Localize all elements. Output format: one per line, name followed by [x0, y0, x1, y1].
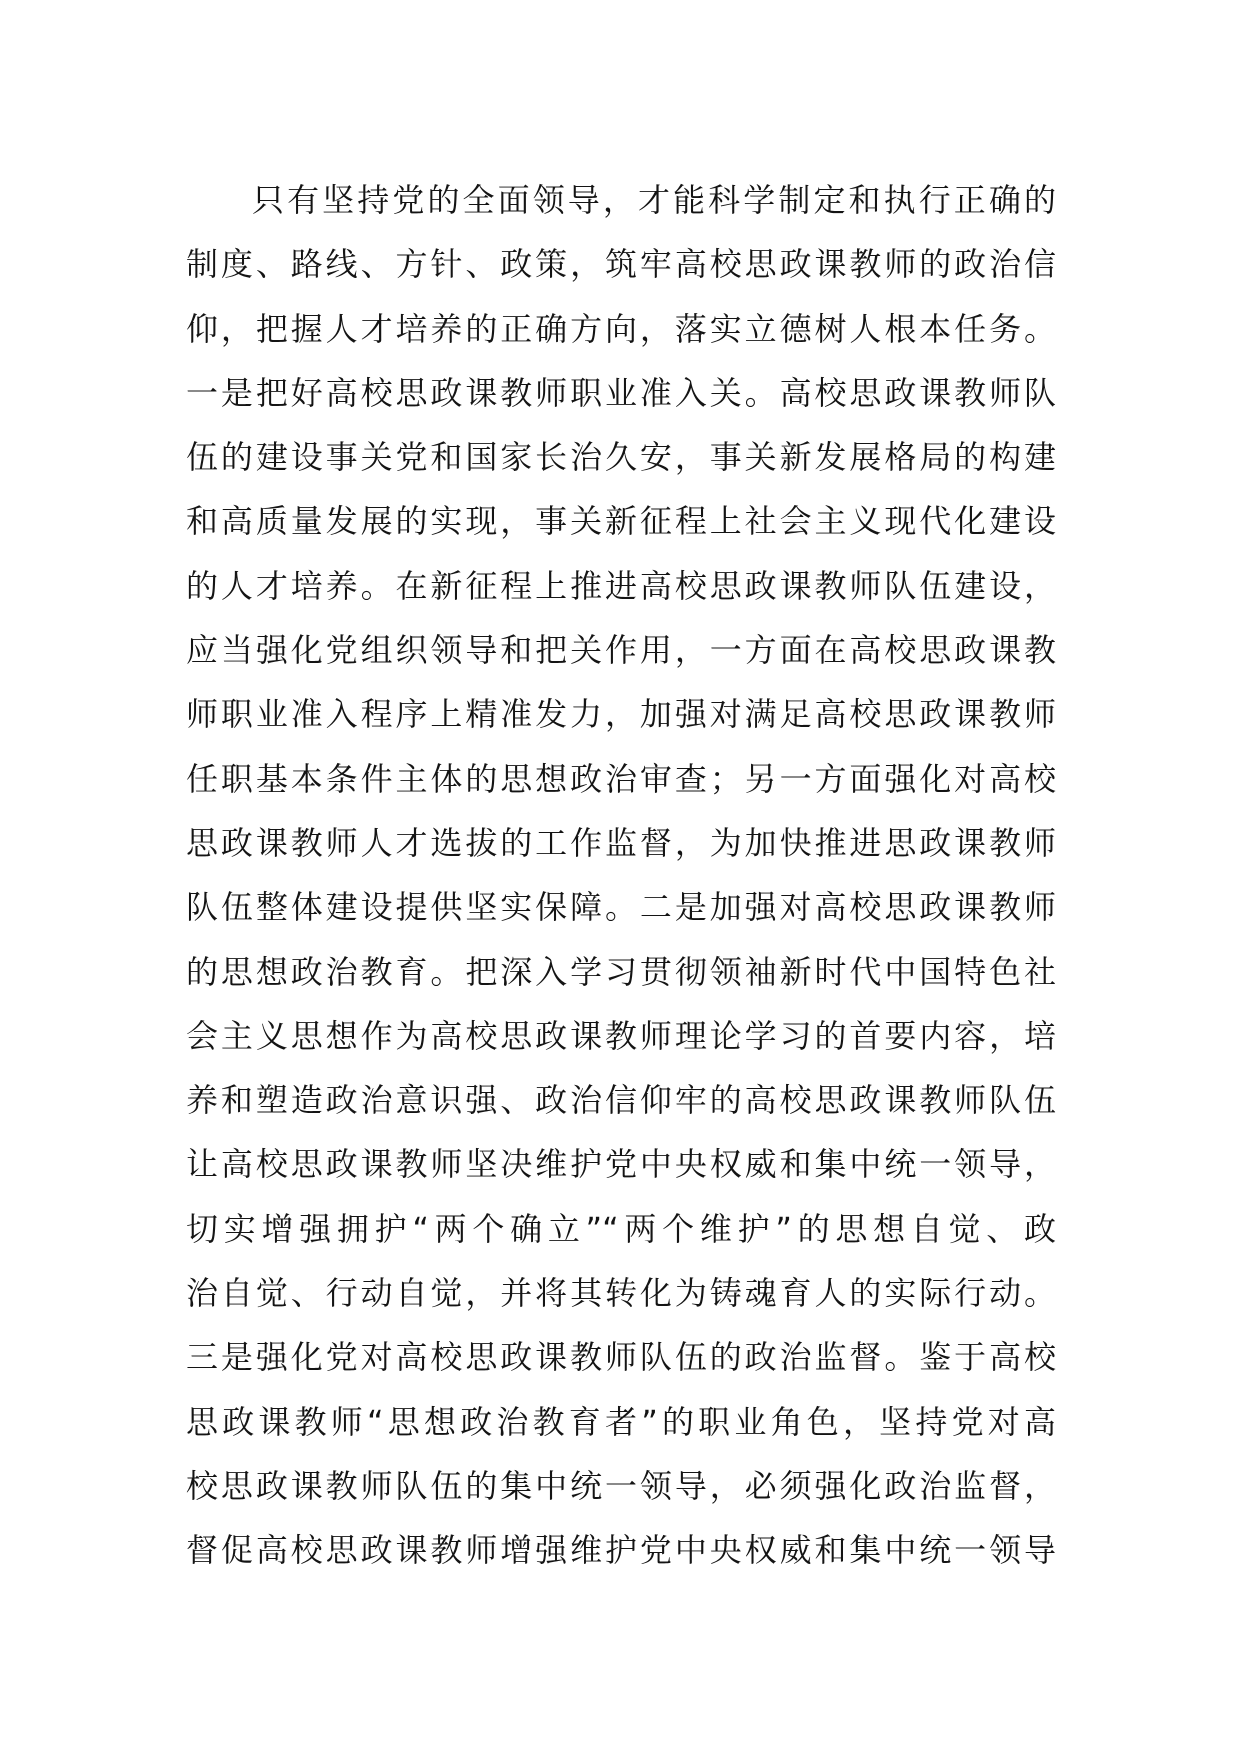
- text-line-4: 一是把好高校思政课教师职业准入关。高校思政课教师队: [186, 373, 1056, 412]
- text-line-3: 仰，把握人才培养的正确方向，落实立德树人根本任务。: [186, 309, 1056, 348]
- text-line-6: 和高质量发展的实现，事关新征程上社会主义现代化建设: [186, 502, 1056, 541]
- body-text: [186, 168, 1056, 1583]
- text-line-8: 应当强化党组织领导和把关作用，一方面在高校思政课教: [186, 631, 1056, 670]
- text-line-7: 的人才培养。在新征程上推进高校思政课教师队伍建设，: [186, 566, 1056, 605]
- text-line-20: 思政课教师“思想政治教育者”的职业角色，坚持党对高: [186, 1402, 1056, 1441]
- text-line-13: 的思想政治教育。把深入学习贯彻领袖新时代中国特色社: [186, 952, 1056, 991]
- text-line-15: 养和塑造政治意识强、政治信仰牢的高校思政课教师队伍: [186, 1081, 1056, 1120]
- text-line-14: 会主义思想作为高校思政课教师理论学习的首要内容，培: [186, 1016, 1056, 1055]
- text-line-12: 队伍整体建设提供坚实保障。二是加强对高校思政课教师: [186, 888, 1056, 927]
- text-line-11: 思政课教师人才选拔的工作监督，为加快推进思政课教师: [186, 823, 1056, 862]
- text-line-16: 让高校思政课教师坚决维护党中央权威和集中统一领导，: [186, 1145, 1056, 1184]
- text-line-2: 制度、路线、方针、政策，筑牢高校思政课教师的政治信: [186, 245, 1056, 284]
- text-line-21: 校思政课教师队伍的集中统一领导，必须强化政治监督，: [186, 1466, 1056, 1505]
- text-line-9: 师职业准入程序上精准发力，加强对满足高校思政课教师: [186, 695, 1056, 734]
- text-line-10: 任职基本条件主体的思想政治审查；另一方面强化对高校: [186, 759, 1056, 798]
- text-line-22: 督促高校思政课教师增强维护党中央权威和集中统一领导: [186, 1531, 1056, 1570]
- text-line-19: 三是强化党对高校思政课教师队伍的政治监督。鉴于高校: [186, 1338, 1056, 1377]
- text-line-1: 只有坚持党的全面领导，才能科学制定和执行正确的: [252, 181, 1056, 219]
- text-line-18: 治自觉、行动自觉，并将其转化为铸魂育人的实际行动。: [186, 1274, 1056, 1313]
- text-line-5: 伍的建设事关党和国家长治久安，事关新发展格局的构建: [186, 438, 1056, 477]
- text-line-17: 切实增强拥护“两个确立”“两个维护”的思想自觉、政: [186, 1209, 1056, 1248]
